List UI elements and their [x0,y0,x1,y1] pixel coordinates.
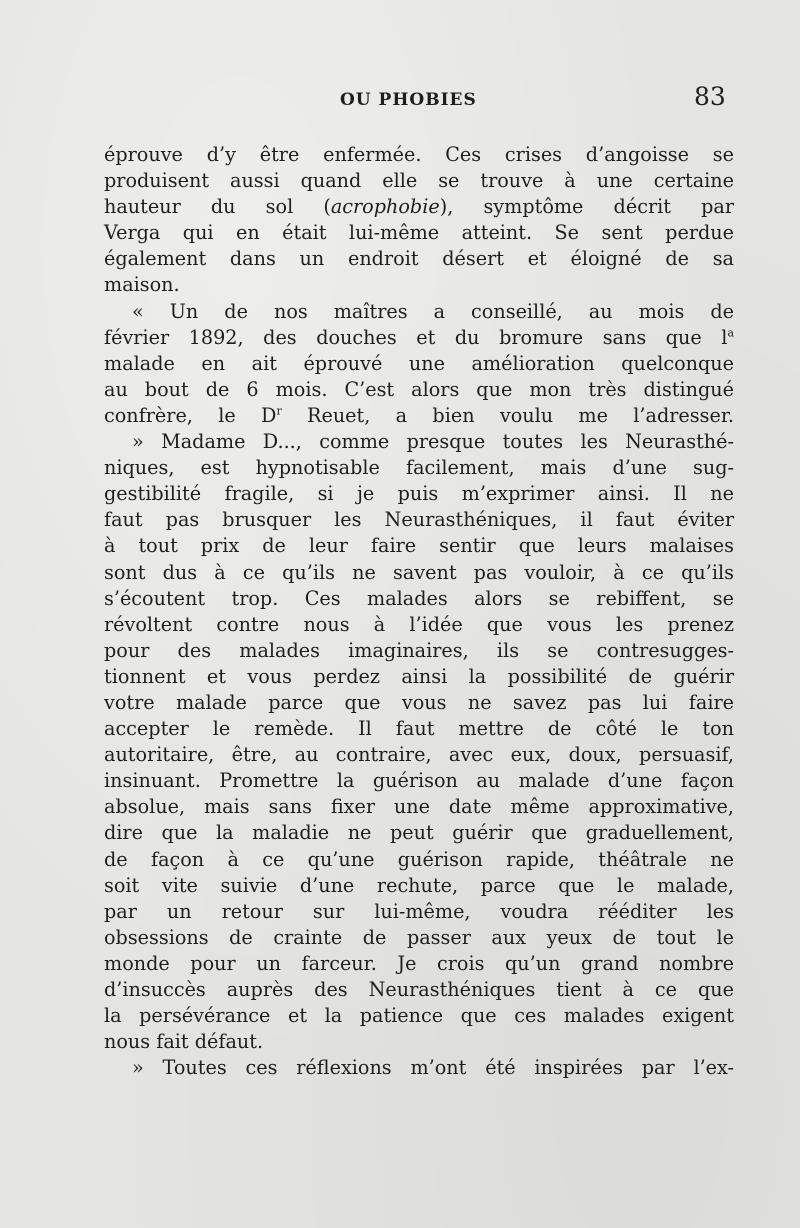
text-line: pour des malades imaginaires, ils se contresugges- [104,638,734,662]
page-header [0,84,800,118]
text-line: « Un de nos maîtres a conseillé, au mois de [132,299,734,323]
running-title: OU PHOBIES [340,90,477,110]
text-line: par un retour sur lui-même, voudra rééditer les [104,899,734,923]
superscript: a [727,326,734,340]
text-line: tionnent et vous perdez ainsi la possibilité de guérir [104,664,734,688]
text-line [104,403,734,429]
text-line: Verga qui en était lui-même atteint. Se sent perdue [104,221,734,245]
text-line: niques, est hypnotisable facilement, mais d’une sug- [104,456,734,480]
text-fragment: ), symptôme décrit par [439,195,734,219]
italic-term: acrophobie [330,195,440,219]
text-line: éprouve d’y être enfermée. Ces crises d’angoisse se [104,143,734,166]
text-line: absolue, mais sans fixer une date même approximative, [104,795,734,819]
text-line: s’écoutent trop. Ces malades alors se rebiffent, se [104,586,734,610]
text-line [104,325,734,351]
text-line: également dans un endroit désert et éloigné de sa [104,247,734,271]
text-fragment: février 1892, des douches et du bromure sans que [104,325,722,349]
body-text [104,142,734,1081]
text-line: produisent aussi quand elle se trouve à une certaine [104,169,734,193]
page-number: 83 [694,82,726,111]
text-line: malade en ait éprouvé une amélioration quelconque [104,351,734,375]
text-line: nous fait défaut. [104,1030,264,1054]
text-line: insinuant. Promettre la guérison au malade d’une façon [104,769,734,793]
text-line: au bout de 6 mois. C’est alors que mon très distingué [104,377,734,401]
text-line: d’insuccès auprès des Neurasthéniques tient à ce que [104,978,734,1001]
text-line [104,194,734,220]
text-fragment: l [721,325,728,349]
text-line: à tout prix de leur faire sentir que leurs malaises [104,534,734,558]
text-fragment: hauteur du sol ( [104,195,331,219]
text-line: monde pour un farceur. Je crois qu’un grand nombre [104,951,734,975]
superscript: r [276,404,282,418]
text-line: accepter le remède. Il faut mettre de côté le ton [104,717,734,741]
text-line: la persévérance et la patience que ces malades exigent [104,1004,734,1028]
text-line: » Madame D..., comme presque toutes les Neurasthé- [132,430,734,454]
text-line: autoritaire, être, au contraire, avec eux, doux, persuasif, [104,743,734,767]
text-fragment: confrère, le D [104,403,277,427]
text-line: soit vite suivie d’une rechute, parce que le malade, [104,873,734,897]
text-line: de façon à ce qu’une guérison rapide, théâtrale ne [104,847,734,871]
text-line: dire que la maladie ne peut guérir que graduellement, [104,821,734,845]
text-line: gestibilité fragile, si je puis m’exprimer ainsi. Il ne [104,482,734,506]
text-line: révoltent contre nous à l’idée que vous les prenez [104,612,734,636]
text-line: maison. [104,273,180,297]
text-line: obsessions de crainte de passer aux yeux de tout le [104,925,734,949]
text-line: faut pas brusquer les Neurasthéniques, il faut éviter [104,508,734,532]
text-line: » Toutes ces réflexions m’ont été inspirées par l’ex- [132,1056,734,1080]
text-line: sont dus à ce qu’ils ne savent pas vouloir, à ce qu’ils [104,560,734,584]
text-line: votre malade parce que vous ne savez pas lui faire [104,690,734,714]
text-fragment: Reuet, a bien voulu me l’adresser. [281,403,734,427]
